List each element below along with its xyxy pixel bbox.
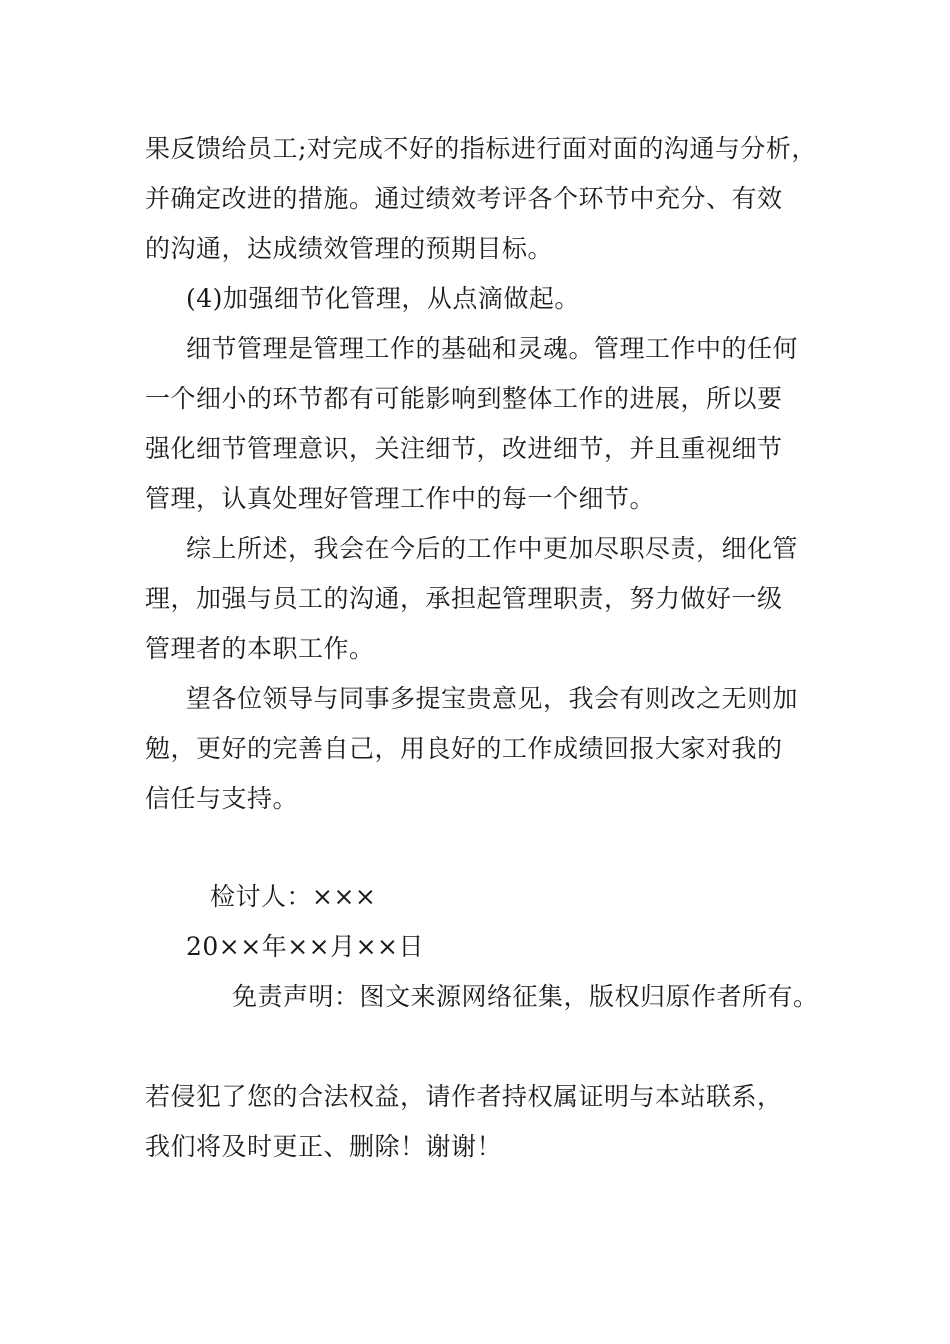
body-line-7: 强化细节管理意识，关注细节，改进细节，并且重视细节 xyxy=(145,434,783,463)
section-heading: (4)加强细节化管理，从点滴做起。 xyxy=(186,284,580,313)
body-line-1: 果反馈给员工;对完成不好的指标进行面对面的沟通与分析， xyxy=(145,134,817,163)
disclaimer-line-2: 若侵犯了您的合法权益，请作者持权属证明与本站联系， xyxy=(145,1082,783,1111)
body-line-9: 综上所述，我会在今后的工作中更加尽职尽责，细化管 xyxy=(186,534,799,563)
body-line-5: 细节管理是管理工作的基础和灵魂。管理工作中的任何 xyxy=(186,334,799,363)
body-line-10: 理，加强与员工的沟通，承担起管理职责，努力做好一级 xyxy=(145,584,783,613)
body-line-13: 勉，更好的完善自己，用良好的工作成绩回报大家对我的 xyxy=(145,734,783,763)
body-line-6: 一个细小的环节都有可能影响到整体工作的进展，所以要 xyxy=(145,384,783,413)
body-line-14: 信任与支持。 xyxy=(145,784,299,813)
signer-line: 检讨人：××× xyxy=(210,882,377,911)
body-line-2: 并确定改进的措施。通过绩效考评各个环节中充分、有效 xyxy=(145,184,783,213)
body-line-12: 望各位领导与同事多提宝贵意见，我会有则改之无则加 xyxy=(186,684,799,713)
body-line-11: 管理者的本职工作。 xyxy=(145,634,375,663)
disclaimer-line-3: 我们将及时更正、删除！谢谢！ xyxy=(145,1132,503,1161)
date-line: 20××年××月××日 xyxy=(186,932,424,961)
disclaimer-line-1: 免责声明：图文来源网络征集，版权归原作者所有。 xyxy=(232,982,819,1011)
body-line-3: 的沟通，达成绩效管理的预期目标。 xyxy=(145,234,554,263)
body-line-8: 管理，认真处理好管理工作中的每一个细节。 xyxy=(145,484,656,513)
